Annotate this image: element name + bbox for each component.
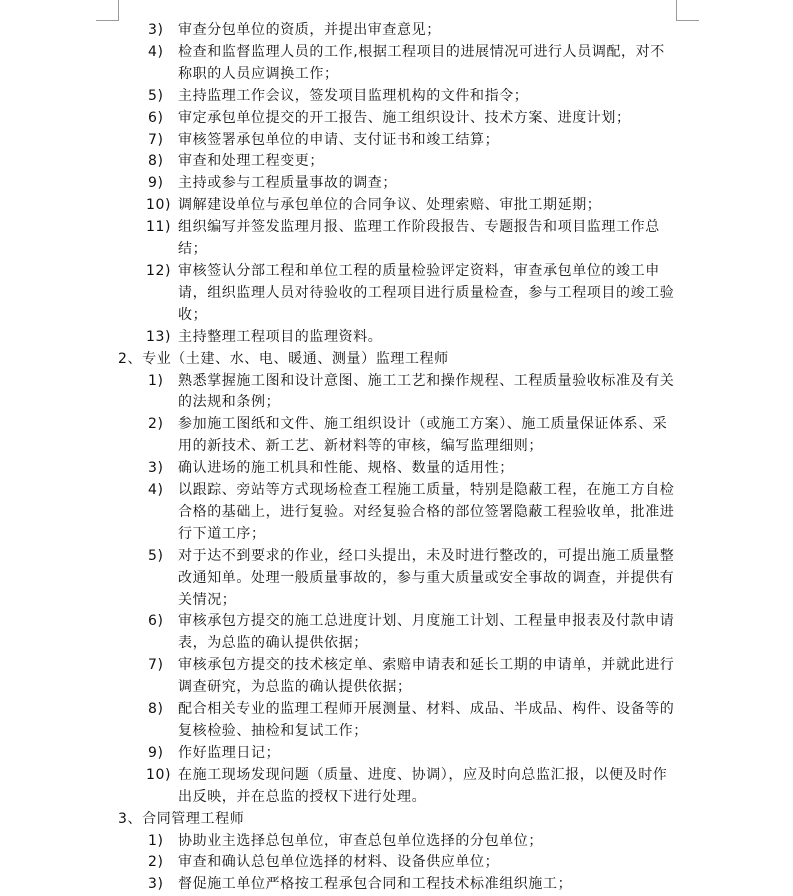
list-item-text: 审查和处理工程变更； [178, 153, 324, 170]
list-item-number: 8) [148, 701, 164, 718]
list-item-text: 主持或参与工程质量事故的调查； [178, 175, 397, 192]
list-item-text: 调解建设单位与承包单位的合同争议、处理索赔、审批工期延期； [178, 197, 602, 214]
list-item [0, 699, 793, 743]
list-item-number: 1) [148, 372, 164, 389]
list-item-text: 在施工现场发现问题（质量、进度、协调），应及时向总监汇报，以便及时作出反映，并在总监的授权下进行处理。 [178, 766, 668, 805]
list-item [0, 261, 793, 327]
list-item-text: 审查和确认总包单位选择的材料、设备供应单位； [178, 854, 500, 871]
list-item-text: 审核承包方提交的技术核定单、索赔申请表和延长工期的申请单，并就此进行调查研究，为总监的确认提供依据； [178, 657, 675, 696]
list-item [0, 852, 793, 874]
list-item-number: 5) [148, 87, 164, 104]
list-item-number: 6) [148, 109, 164, 126]
list-item-number: 4) [148, 482, 164, 499]
list-item-number: 8) [148, 153, 164, 170]
list-item-text: 确认进场的施工机具和性能、规格、数量的适用性； [178, 460, 514, 477]
list-item [0, 42, 793, 86]
list-item-number: 9) [148, 175, 164, 192]
list-item-number: 3) [148, 876, 164, 893]
list-item-text: 对于达不到要求的作业，经口头提出，未及时进行整改的，可提出施工质量整改通知单。处理一般质量事故的，参与重大质量或安全事故的调查，并提供有关情况； [178, 547, 675, 608]
list-item-text: 熟悉掌握施工图和设计意图、施工工艺和操作规程、工程质量验收标准及有关的法规和条例； [178, 372, 675, 411]
list-item-text: 审核签署承包单位的申请、支付证书和竣工结算； [178, 131, 500, 148]
list-item [0, 327, 793, 349]
list-item-text: 检查和监督监理人员的工作,根据工程项目的进展情况可进行人员调配，对不称职的人员应调换工作； [178, 43, 665, 82]
list-item [0, 20, 793, 42]
list-item-number: 13) [146, 328, 172, 345]
section-2-heading: 2、专业（土建、水、电、暖通、测量）监理工程师 [118, 350, 449, 367]
list-item [0, 195, 793, 217]
list-item-number: 2) [148, 854, 164, 871]
list-item-text: 主持监理工作会议，签发项目监理机构的文件和指令； [178, 87, 529, 104]
list-item-text: 以跟踪、旁站等方式现场检查工程施工质量，特别是隐蔽工程，在施工方自检合格的基础上，进行复验。对经复验合格的部位签署隐蔽工程验收单，批准进行下道工序； [178, 482, 675, 542]
list-item-number: 9) [148, 744, 164, 761]
list-item [0, 480, 793, 546]
list-item [0, 743, 793, 765]
list-item [0, 765, 793, 809]
section-1-list [0, 20, 793, 349]
list-item-number: 10) [146, 197, 172, 214]
list-item-number: 2) [148, 416, 164, 433]
list-item [0, 611, 793, 655]
page-corner-mark-right [676, 0, 699, 21]
list-item [0, 546, 793, 612]
section-3-heading: 3、合同管理工程师 [118, 810, 245, 827]
list-item [0, 655, 793, 699]
list-item-text: 组织编写并签发监理月报、监理工作阶段报告、专题报告和项目监理工作总结； [178, 219, 660, 258]
list-item-number: 6) [148, 613, 164, 630]
list-item [0, 217, 793, 261]
list-item-text: 审查分包单位的资质，并提出审查意见； [178, 22, 441, 38]
list-item [0, 151, 793, 173]
list-item [0, 130, 793, 152]
list-item-text: 审核承包方提交的施工总进度计划、月度施工计划、工程量申报表及付款申请表，为总监的确认提供依据； [178, 613, 675, 652]
list-item-text: 督促施工单位严格按工程承包合同和工程技术标准组织施工； [178, 876, 573, 893]
list-item-number: 4) [148, 43, 164, 60]
list-item [0, 108, 793, 130]
list-item-text: 主持整理工程项目的监理资料。 [178, 328, 383, 345]
list-item [0, 874, 793, 896]
list-item-number: 3) [148, 22, 164, 38]
page-corner-mark-left [96, 0, 119, 21]
list-item-text: 协助业主选择总包单位，审查总包单位选择的分包单位； [178, 832, 543, 849]
list-item-text: 参加施工图纸和文件、施工组织设计（或施工方案）、施工质量保证体系、采用的新技术、新工艺、新材料等的审核，编写监理细则； [178, 416, 668, 455]
list-item-text: 审核签认分部工程和单位工程的质量检验评定资料，审查承包单位的竣工申请，组织监理人员对待验收的工程项目进行质量检查，参与工程项目的竣工验收； [178, 262, 675, 323]
list-item [0, 831, 793, 853]
list-item-number: 11) [146, 219, 172, 236]
document-body [0, 20, 793, 896]
list-item-text: 作好监理日记； [178, 744, 281, 761]
list-item-number: 7) [148, 657, 164, 674]
list-item [0, 414, 793, 458]
list-item-number: 7) [148, 131, 164, 148]
section-3-list [0, 831, 793, 896]
list-item-text: 审定承包单位提交的开工报告、施工组织设计、技术方案、进度计划； [178, 109, 631, 126]
list-item-number: 10) [146, 766, 172, 783]
list-item [0, 86, 793, 108]
list-item-number: 1) [148, 832, 164, 849]
list-item [0, 458, 793, 480]
list-item [0, 173, 793, 195]
list-item-number: 12) [146, 262, 172, 279]
list-item [0, 371, 793, 415]
list-item-number: 5) [148, 547, 164, 564]
list-item-number: 3) [148, 460, 164, 477]
list-item-text: 配合相关专业的监理工程师开展测量、材料、成品、半成品、构件、设备等的复核检验、抽检和复试工作； [178, 701, 675, 739]
section-2-list [0, 371, 793, 809]
